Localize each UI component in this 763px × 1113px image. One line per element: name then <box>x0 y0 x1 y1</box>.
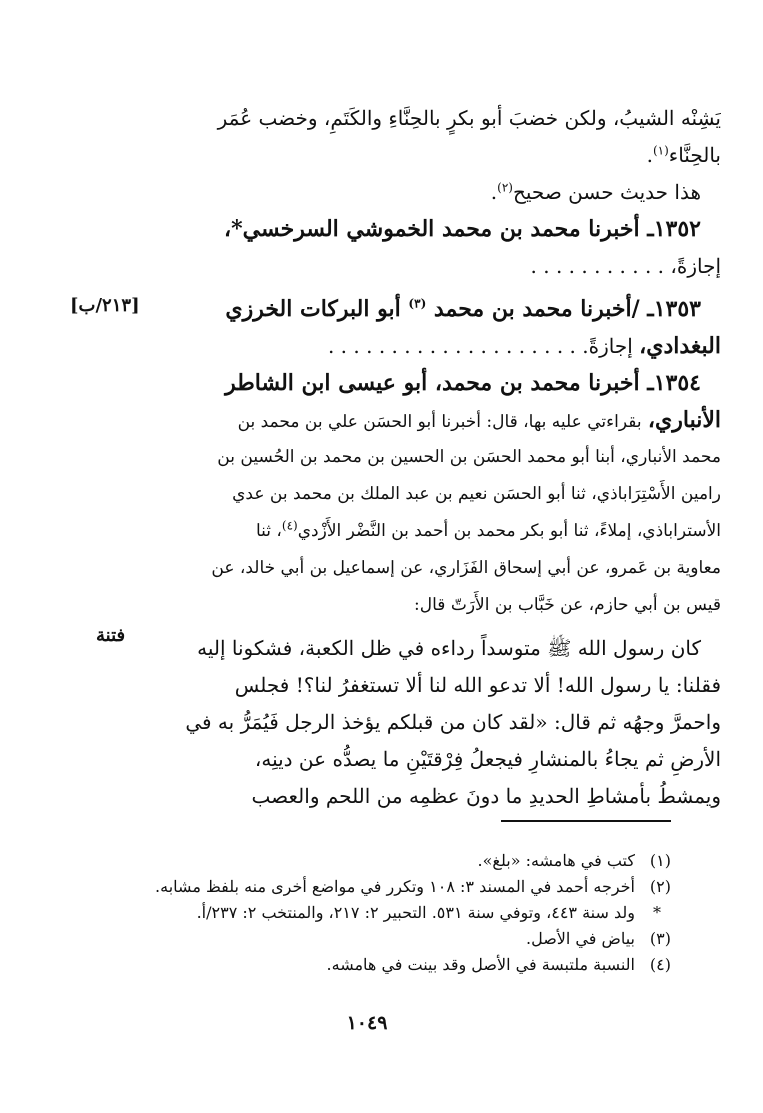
hadith-heading-1353: ١٣٥٣ـ /أخبرنا محمد بن محمد $^{(٣)}$ أبو البركات الخرزي <box>225 296 701 322</box>
footnote-star: *ولد سنة ٤٤٣، وتوفي سنة ٥٣١. التحبير ٢: ٢١٧، والمنتخب ٢: ٢٣٧/أ. <box>196 903 661 922</box>
text-line: معاوية بن عَمرو، عن أبي إسحاق الفَزَاري، عن إسماعيل بن أبي خالد، عن <box>211 558 721 578</box>
footnote-3: (٣)بياض في الأصل. <box>525 929 671 948</box>
hadith-text-line: ويمشطُ بأمشاطِ الحديدِ ما دونَ عظمِه من اللحم والعصب <box>251 784 721 808</box>
footnote-ref: (٢) <box>497 180 513 195</box>
hadith-heading-1352: ١٣٥٢ـ أخبرنا محمد بن محمد الخموشي السرخسي*، <box>224 216 701 242</box>
text-line: محمد الأنباري، أبنا أبو محمد الحسَن بن الحسين بن محمد بن الحُسين بن <box>217 447 721 467</box>
page-number: ١٠٤٩ <box>346 1012 388 1034</box>
text-line: البغدادي، إجازةً. . . . . . . . . . . . . . . . . . . . . <box>327 333 721 359</box>
star-marker: * <box>231 216 243 242</box>
margin-keyword: فتنة <box>96 625 126 646</box>
footnote-ref: (٣) <box>408 296 427 311</box>
footnote-ref: (٤) <box>281 518 298 533</box>
footnote-ref: (١) <box>652 143 669 158</box>
text-line: رامين الأَسْتِرَاباذي، ثنا أبو الحسَن نعيم بن عبد الملك بن محمد بن عدي <box>232 484 721 504</box>
text-line: الأستراباذي، إملاءً، ثنا أبو بكر محمد بن أحمد بن النَّضْر الأَزْدي$^{(٤)}$، ثنا <box>255 518 721 541</box>
hadith-text-line: فقلنا: يا رسول الله! ألا تدعو الله لنا ألا تستغفرُ لنا؟! فجلس <box>234 673 721 697</box>
text-line: هذا حديث حسن صحيح$^{(٢)}$. <box>490 180 701 204</box>
hadith-text-line: الأرضِ ثم يجاءُ بالمنشارِ فيجعلُ فِرْقتَيْنِ ما يصدُّه عن دينِه، <box>254 747 721 771</box>
footnote-separator <box>501 820 671 822</box>
folio-marker: [٢١٣/ب] <box>70 295 140 316</box>
hadith-heading-1354: ١٣٥٤ـ أخبرنا محمد بن محمد، أبو عيسى ابن الشاطر <box>225 370 701 396</box>
footnote-1: (١)كتب في هامشه: «بلغ». <box>477 851 671 870</box>
footnotes <box>51 848 671 978</box>
text-line: يَشِنْه الشيبُ، ولكن خضبَ أبو بكرٍ بالحِنَّاءِ والكَتَمِ، وخضب عُمَر <box>217 106 721 130</box>
text-line: بالحِنَّاء$^{(١)}$. <box>646 143 721 167</box>
text-line: الأنباري، بقراءتي عليه بها، قال: أخبرنا أبو الحسَن علي بن محمد بن <box>237 407 721 433</box>
text-line: قيس بن أبي حازم، عن خَبَّاب بن الأَرَتّ قال: <box>414 595 721 615</box>
text-line: إجازةً، . . . . . . . . . . . <box>530 254 721 278</box>
hadith-text-line: واحمرَّ وجهُه ثم قال: «لقد كان من قبلكم يؤخذ الرجل فَيُمَرُّ به في <box>185 710 721 734</box>
footnote-4: (٤)النسبة ملتبسة في الأصل وقد بينت في هامشه. <box>326 955 671 974</box>
footnote-2: (٢)أخرجه أحمد في المسند ٣: ١٠٨ وتكرر في مواضع أخرى منه بلفظ مشابه. <box>155 877 671 896</box>
hadith-text-line: كان رسول الله ﷺ متوسداً رداءه في ظل الكعبة، فشكونا إليه <box>197 636 701 660</box>
main-text <box>153 100 721 815</box>
